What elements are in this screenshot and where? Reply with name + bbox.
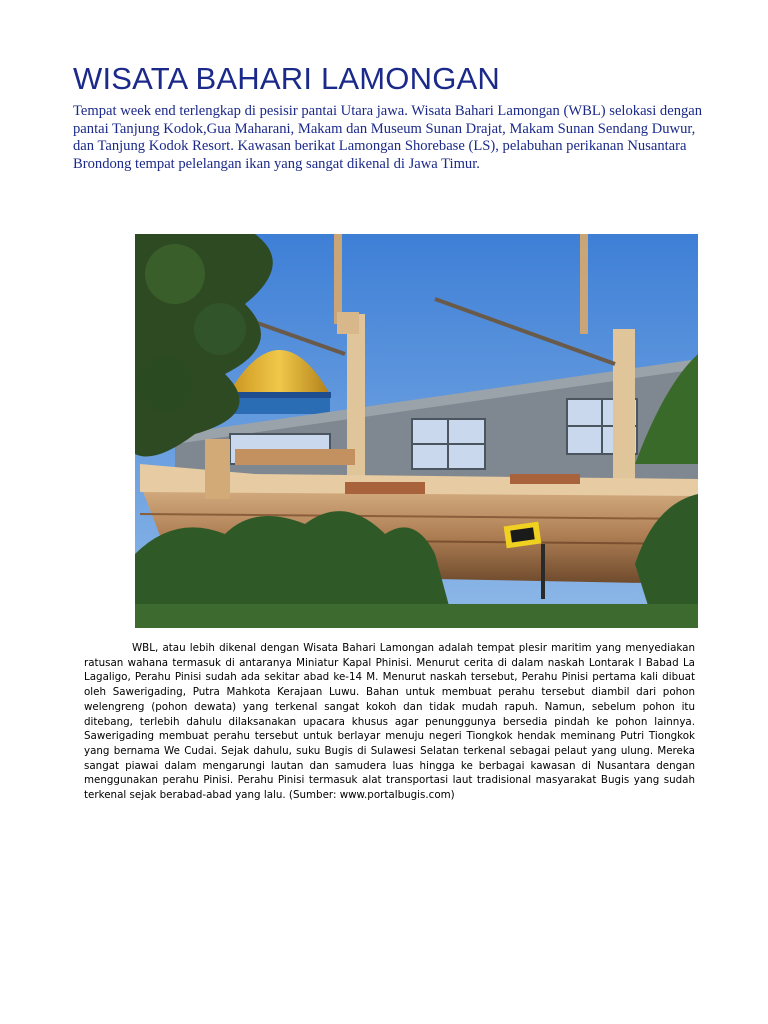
page-title: WISATA BAHARI LAMONGAN: [73, 61, 500, 96]
intro-paragraph: Tempat week end terlengkap di pesisir pantai Utara jawa. Wisata Bahari Lamongan (WBL) selokasi dengan pantai Tanjung Kodok,Gua Maharani, Makam dan Museum Sunan Drajat, Makam Sunan Sendang Duwur, dan Tanjung Kodok Resort. Kawasan berikat Lamongan Shorebase (LS), pelabuhan perikanan Nusantara Brondong tempat pelelangan ikan yang sangat dikenal di Jawa Timur.: [73, 103, 703, 172]
body-paragraph: WBL, atau lebih dikenal dengan Wisata Bahari Lamongan adalah tempat plesir maritim yang menyediakan ratusan wahana termasuk di antaranya Miniatur Kapal Phinisi. Menurut cerita di dalam naskah Lontarak I Babad La Lagaligo, Perahu Pinisi sudah ada sekitar abad ke-14 M. Menurut naskah tersebut, Perahu Pinisi pertama kali dibuat oleh Sawerigading, Putra Mahkota Kerajaan Luwu. Bahan untuk membuat perahu tersebut diambil dari pohon welengreng (pohon dewata) yang terkenal sangat kokoh dan tidak mudah rapuh. Namun, sebelum pohon itu ditebang, terlebih dahulu dilaksanakan upacara khusus agar penunggunya bersedia pindah ke pohon lainnya. Sawerigading membuat perahu tersebut untuk berlayar menuju negeri Tiongkok hendak meminang Putri Tiongkok yang bernama We Cudai. Sejak dahulu, suku Bugis di Sulawesi Selatan terkenal sebagai pelaut yang ulung. Mereka sangat piawai dalam mengarungi lautan dan samudera luas hingga ke berbagai kawasan di Nusantara dengan menggunakan perahu Pinisi. Perahu Pinisi termasuk alat transportasi laut tradisional masyarakat Bugis yang sudah terkenal sejak berabad-abad yang lalu. (Sumber: www.portalbugis.com): [84, 642, 695, 802]
ship-photo: [135, 234, 698, 628]
